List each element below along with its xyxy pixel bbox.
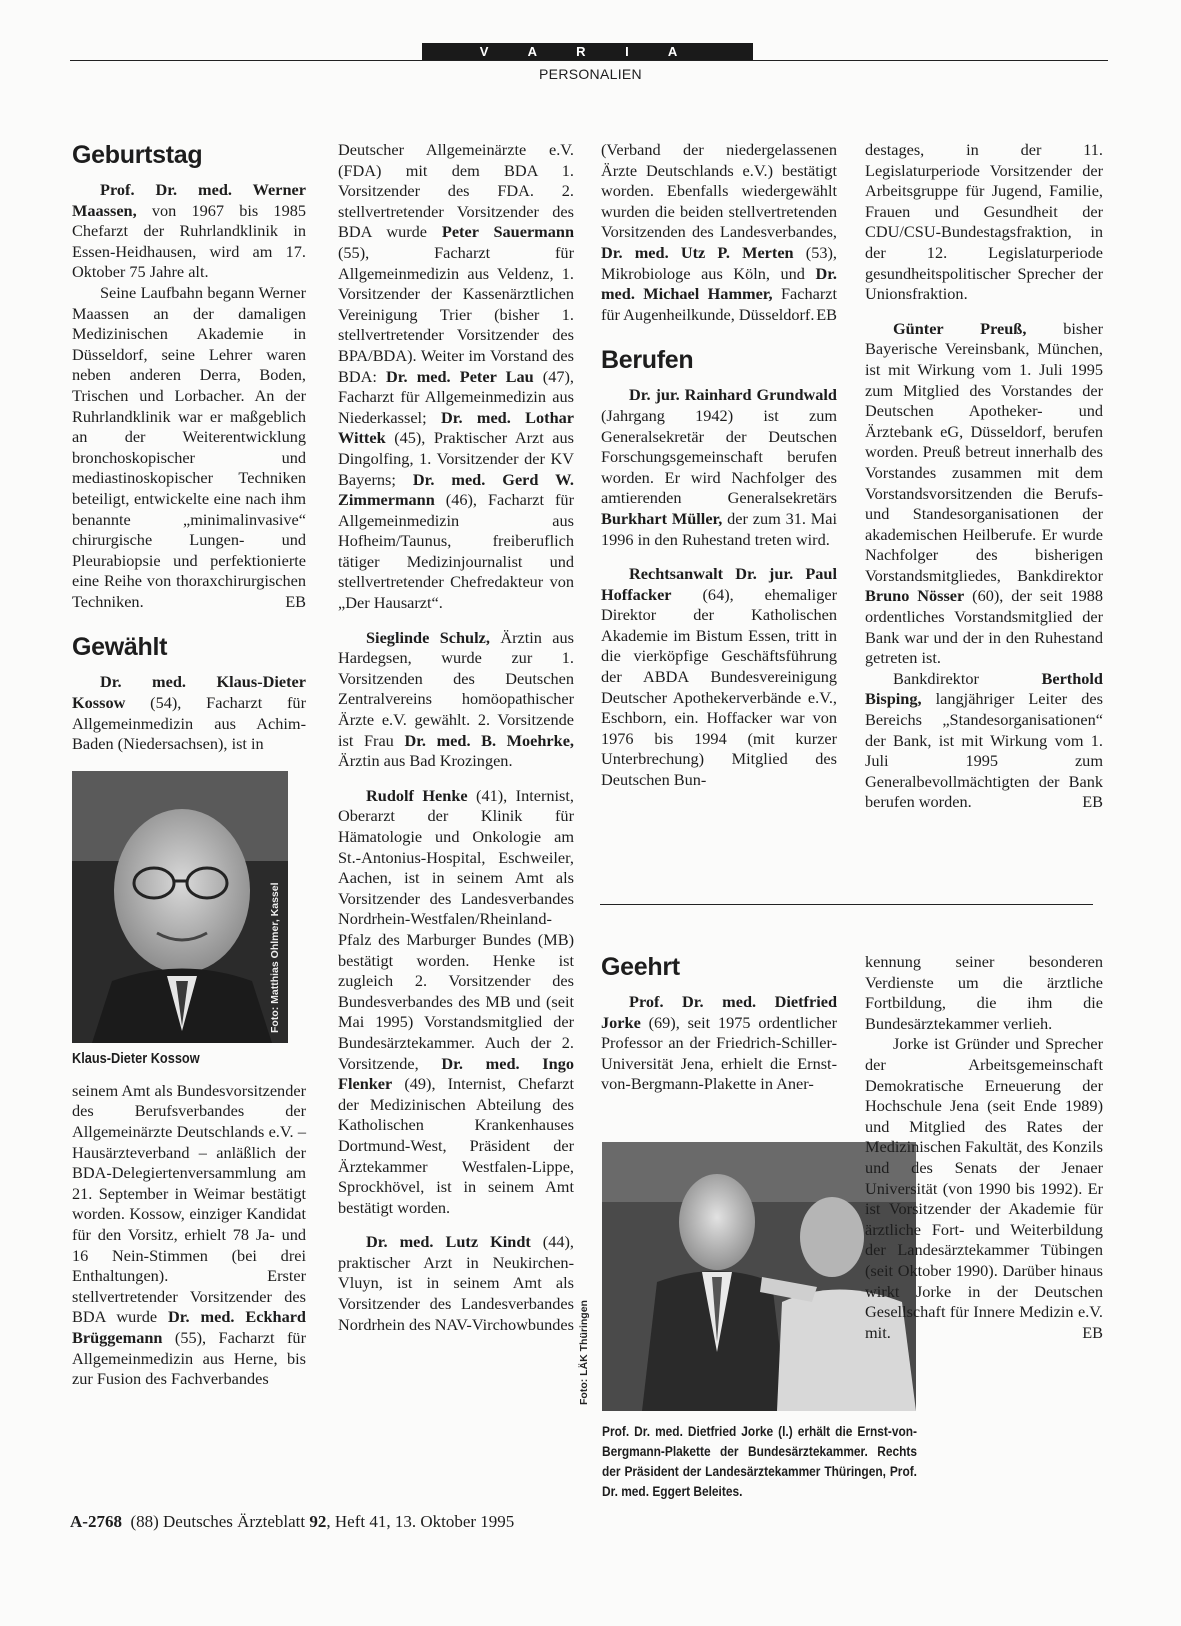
header-rule: [70, 60, 1108, 61]
text-run: Bankdirektor: [893, 668, 1042, 688]
column-4: [865, 140, 1103, 813]
issue-text: , Heft 41, 13. Oktober 1995: [326, 1512, 515, 1531]
column-1: [72, 140, 306, 1390]
portrait-image: [72, 771, 288, 1043]
person-name: Sieglinde Schulz,: [366, 627, 490, 647]
paragraph: [338, 786, 574, 1218]
person-name: Rechtsanwalt Dr. jur. Paul Hoffacker: [601, 564, 837, 604]
photo-credit: Foto: LÄK Thüringen: [578, 1300, 590, 1405]
paragraph: [865, 669, 1103, 813]
column-3: [601, 140, 837, 791]
paragraph: [338, 1232, 574, 1335]
text-run: (53), Mikrobiologe aus Köln, und: [601, 242, 837, 283]
author-initials: EB: [816, 304, 837, 324]
author-initials: EB: [285, 591, 306, 611]
column-3-lower: [601, 952, 837, 1095]
person-name: Burkhart Müller,: [601, 508, 723, 528]
heading-berufen: Berufen: [601, 346, 694, 375]
text-run: (49), Internist, Chefarzt der Medizinischen Abteilung des Katholischen Krankenhauses Dortmund-West, Präsident der Ärztekammer Westfalen-Lippe, Sprockhövel, ist in seinem Amt bestätigt worden.: [338, 1074, 574, 1217]
author-initials: EB: [1082, 792, 1103, 812]
person-name: Dr. med. B. Moehrke,: [404, 730, 575, 750]
person-name: Dr. med. Lothar Wittek: [338, 407, 574, 448]
text-run: (69), seit 1975 ordentlicher Professor an der Friedrich-Schiller-Universität Jena, erhielt die Ernst-von-Bergmann-Plakette in Aner-: [601, 1012, 837, 1094]
photo-caption-award: [602, 1422, 917, 1502]
paragraph: [72, 1081, 306, 1390]
person-name: Dr. med. Klaus-Dieter Kossow: [72, 672, 306, 713]
heading-geehrt: Geehrt: [601, 953, 680, 981]
author-initials: EB: [1082, 1322, 1103, 1342]
text-run: bisher Bayerische Vereinsbank, München, ist mit Wirkung vom 1. Juli 1995 zum Mitglied des Vorstandes der Deutschen Apotheker- und Ärztebank eG, Düsseldorf, berufen worden. Preuß betreut innerhalb des Vorstandes zusammen mit dem Vorstandsvorsitzenden die Berufs- und Standesorganisationen der akademischen Heilberufe. Er wurde Nachfolger des bisherigen Vorstandsmitgliedes, Bankdirektor: [865, 318, 1103, 585]
text-run: (44), praktischer Arzt in Neukirchen-Vluyn, ist in seinem Amt als Vorsitzender des Landesverbandes Nordrhein des NAV-Virchowbundes: [338, 1232, 575, 1334]
heading-geburtstag: Geburtstag: [72, 141, 203, 169]
paragraph: [72, 283, 306, 613]
person-name: Dr. med. Michael Hammer,: [601, 263, 837, 304]
column-4-lower: [865, 952, 1103, 1343]
paragraph: [601, 564, 837, 791]
person-name: Peter Sauermann: [441, 222, 574, 242]
text-run: (55), Facharzt für Allgemeinmedizin aus Veldenz, 1. Vorsitzender der Kassenärztlichen Vereinigung Trier (bisher 1. stellvertretender Vorsitzender des BPA/BDA). Weiter im Vorstand des BDA:: [338, 242, 574, 386]
person-name: Dr. med. Gerd W. Zimmermann: [338, 469, 574, 510]
text-run: Ärztin aus Hardegsen, wurde zur 1. Vorsitzenden des Deutschen Zentralvereins homöopathischer Ärzte e.V. gewählt. 2. Vorsitzende ist Frau: [338, 627, 574, 750]
person-name: Dr. jur. Rainhard Grundwald: [629, 385, 837, 405]
section-label: V A R I A: [422, 43, 753, 60]
paragraph: [338, 140, 574, 614]
person-name: Dr. med. Ingo Flenker: [338, 1053, 574, 1094]
text-run: (54), Facharzt für Allgemeinmedizin aus Achim-Baden (Niedersachsen), ist in: [72, 693, 306, 754]
text-run: Seine Laufbahn begann Werner Maassen an der damaligen Medizinischen Akademie in Düsseldorf, seine Lehrer waren neben anderen Derra, Boden, Trischen und Lorbacher. An der Ruhrlandklinik war er maßgeblich an der Weiterentwicklung bronchoskopischer und mediastinoskopischer Techniken beteiligt, entwickelte eine nach ihm benannte „minimalinvasive“ chirurgische Lungen- und Pleurabiopsie und perfektionierte eine Reihe von thoraxchirurgischen Techniken.: [72, 282, 306, 611]
text-run: Deutscher Allgemeinärzte e.V. (FDA) mit dem BDA 1. Vorsitzender des FDA. 2. stellvertretender Vorsitzender des BDA wurde: [338, 140, 574, 242]
person-name: Dr. med. Eckhard Brüggemann: [72, 1307, 306, 1347]
text-run: der zum 31. Mai 1996 in den Ruhestand treten wird.: [601, 508, 838, 549]
text-run: (55), Facharzt für Allgemeinmedizin aus Herne, bis zur Fusion des Fachverbandes: [72, 1327, 306, 1389]
person-name: Bruno Nösser: [865, 586, 965, 606]
issue-text: (88) Deutsches Ärzteblatt: [130, 1512, 310, 1531]
paragraph: [601, 140, 837, 325]
paragraph: [865, 1034, 1103, 1343]
person-name: Rudolf Henke: [366, 785, 468, 805]
subsection-label: PERSONALIEN: [539, 66, 642, 82]
paragraph: [72, 180, 306, 283]
text-run: (46), Facharzt für Allgemeinmedizin aus Hofheim/Taunus, freiberuflich tätiger Medizinjournalist und stellvertretender Chefredakteur von „Der Hausarzt“.: [338, 490, 574, 613]
photo-caption: Klaus-Dieter Kossow: [72, 1050, 200, 1067]
person-name: Dr. med. Lutz Kindt: [366, 1232, 531, 1252]
paragraph: [865, 319, 1103, 669]
text-run: von 1967 bis 1985 Chefarzt der Ruhrlandklinik in Essen-Heidhausen, wird am 17. Oktober 75 Jahre alt.: [72, 200, 306, 282]
text-run: Jorke ist Gründer und Sprecher der Arbeitsgemeinschaft Demokratische Erneuerung der Hochschule Jena (seit Ende 1989) und Mitglied des Rates der Medizinischen Fakultät, des Konzils und des Senats der Jenaer Universität (von 1990 bis 1992). Er ist Vorsitzender der Akademie für ärztliche Fort- und Weiterbildung der Landesärztekammer Tübingen (seit Oktober 1990). Darüber hinaus wirkt Jorke in der Deutschen Gesellschaft für Innere Medizin e.V. mit.: [865, 1034, 1103, 1342]
volume-number: 92: [309, 1512, 327, 1531]
person-name: Prof. Dr. med. Werner Maassen,: [72, 180, 306, 220]
text-run: langjähriger Leiter des Bereichs „Standesorganisationen“ der Bank, ist mit Wirkung vom 1. Juli 1995 zum Generalbevollmächtigten der Bank berufen worden.: [865, 689, 1103, 812]
text-run: seinem Amt als Bundesvorsitzender des Berufsverbandes der Allgemeinärzte Deutschlands e.V. – Hausärzteverband – anläßlich der BDA-Delegiertenversammlung am 21. September in Weimar bestätigt worden. Kossow, einziger Kandidat für den Vorsitz, erhielt 78 Ja- und 16 Nein-Stimmen (bei drei Enthaltungen). Erster stellvertretender Vorsitzender des BDA wurde: [72, 1080, 306, 1327]
page-number: A-2768: [70, 1512, 122, 1531]
photo-credit: Foto: Matthias Ohlmer, Kassel: [269, 882, 281, 1033]
paragraph: [72, 672, 306, 754]
text-run: (Jahrgang 1942) ist zum Generalsekretär der Deutschen Forschungsgemeinschaft berufen worden. Er wird Nachfolger des amtierenden Generalsekretärs: [601, 405, 837, 508]
paragraph: [338, 628, 574, 772]
page-footer: [70, 1512, 514, 1532]
paragraph: [601, 385, 837, 550]
column-2: [338, 140, 574, 1335]
text-run: (47), Facharzt für Allgemeinmedizin aus Niederkassel;: [338, 366, 575, 427]
text-run: (Verband der niedergelassenen Ärzte Deutschlands e.V.) bestätigt worden. Ebenfalls wiedergewählt wurden die beiden stellvertretenden Vorsitzenden des Landesverbandes,: [601, 140, 837, 242]
caption-text: Prof. Dr. med. Dietfried Jorke (l.) erhält die Ernst-von-Bergmann-Plakette der Bundesärztekammer. Rechts der Präsident der Landesärztekammer Thüringen, Prof. Dr. med. Eggert Beleites.: [602, 1424, 917, 1500]
section-divider: [600, 904, 1093, 905]
person-name: Berthold Bisping,: [865, 668, 1103, 709]
person-name: Dr. med. Utz P. Merten: [601, 242, 794, 262]
person-name: Günter Preuß,: [893, 318, 1027, 338]
text-run: Ärztin aus Bad Krozingen.: [338, 751, 513, 771]
person-name: Prof. Dr. med. Dietfried Jorke: [601, 992, 837, 1032]
text-run: (60), der seit 1988 ordentliches Vorstandsmitglied der Bank war und der in den Ruhestand getreten ist.: [865, 586, 1104, 668]
paragraph: kennung seiner besonderen Verdienste um die ärztliche Fortbildung, die ihm die Bundesärztekammer verlieh.: [865, 952, 1103, 1033]
paragraph: destages, in der 11. Legislaturperiode Vorsitzender der Arbeitsgruppe für Jugend, Familie, Frauen und Gesundheit der CDU/CSU-Bundestagsfraktion, in der 12. Legislaturperiode gesundheitspolitischer Sprecher der Unionsfraktion.: [865, 140, 1103, 304]
text-run: (45), Praktischer Arzt aus Dingolfing, 1. Vorsitzender der KV Bayerns;: [338, 428, 574, 489]
portrait-photo: [72, 771, 288, 1043]
text-run: Facharzt für Augenheilkunde, Düsseldorf.: [601, 284, 837, 324]
heading-gewaehlt: Gewählt: [72, 633, 168, 662]
paragraph: [601, 992, 837, 1095]
person-name: Dr. med. Peter Lau: [386, 366, 534, 386]
text-run: (64), ehemaliger Direktor der Katholischen Akademie im Bistum Essen, tritt in die vierköpfige Geschäftsführung der ABDA Bundesvereinigung Deutscher Apothekerverbände e.V., Eschborn, ein. Hoffacker war von 1976 bis 1994 (mit kurzer Unterbrechung) Mitglied des Deutschen Bun-: [601, 584, 837, 790]
text-run: (41), Internist, Oberarzt der Klinik für Hämatologie und Onkologie am St.-Antonius-Hospital, Eschweiler, Aachen, ist in seinem Amt als Vorsitzender des Landesverbandes Nordrhein-Westfalen/Rheinland-Pfalz des Marburger Bundes (MB) bestätigt worden. Henke ist zugleich 2. Vorsitzender des Bundesverbandes des MB und (seit Mai 1995) Vorstandsmitglied der Bundesärztekammer. Auch der 2. Vorsitzende,: [338, 785, 574, 1073]
